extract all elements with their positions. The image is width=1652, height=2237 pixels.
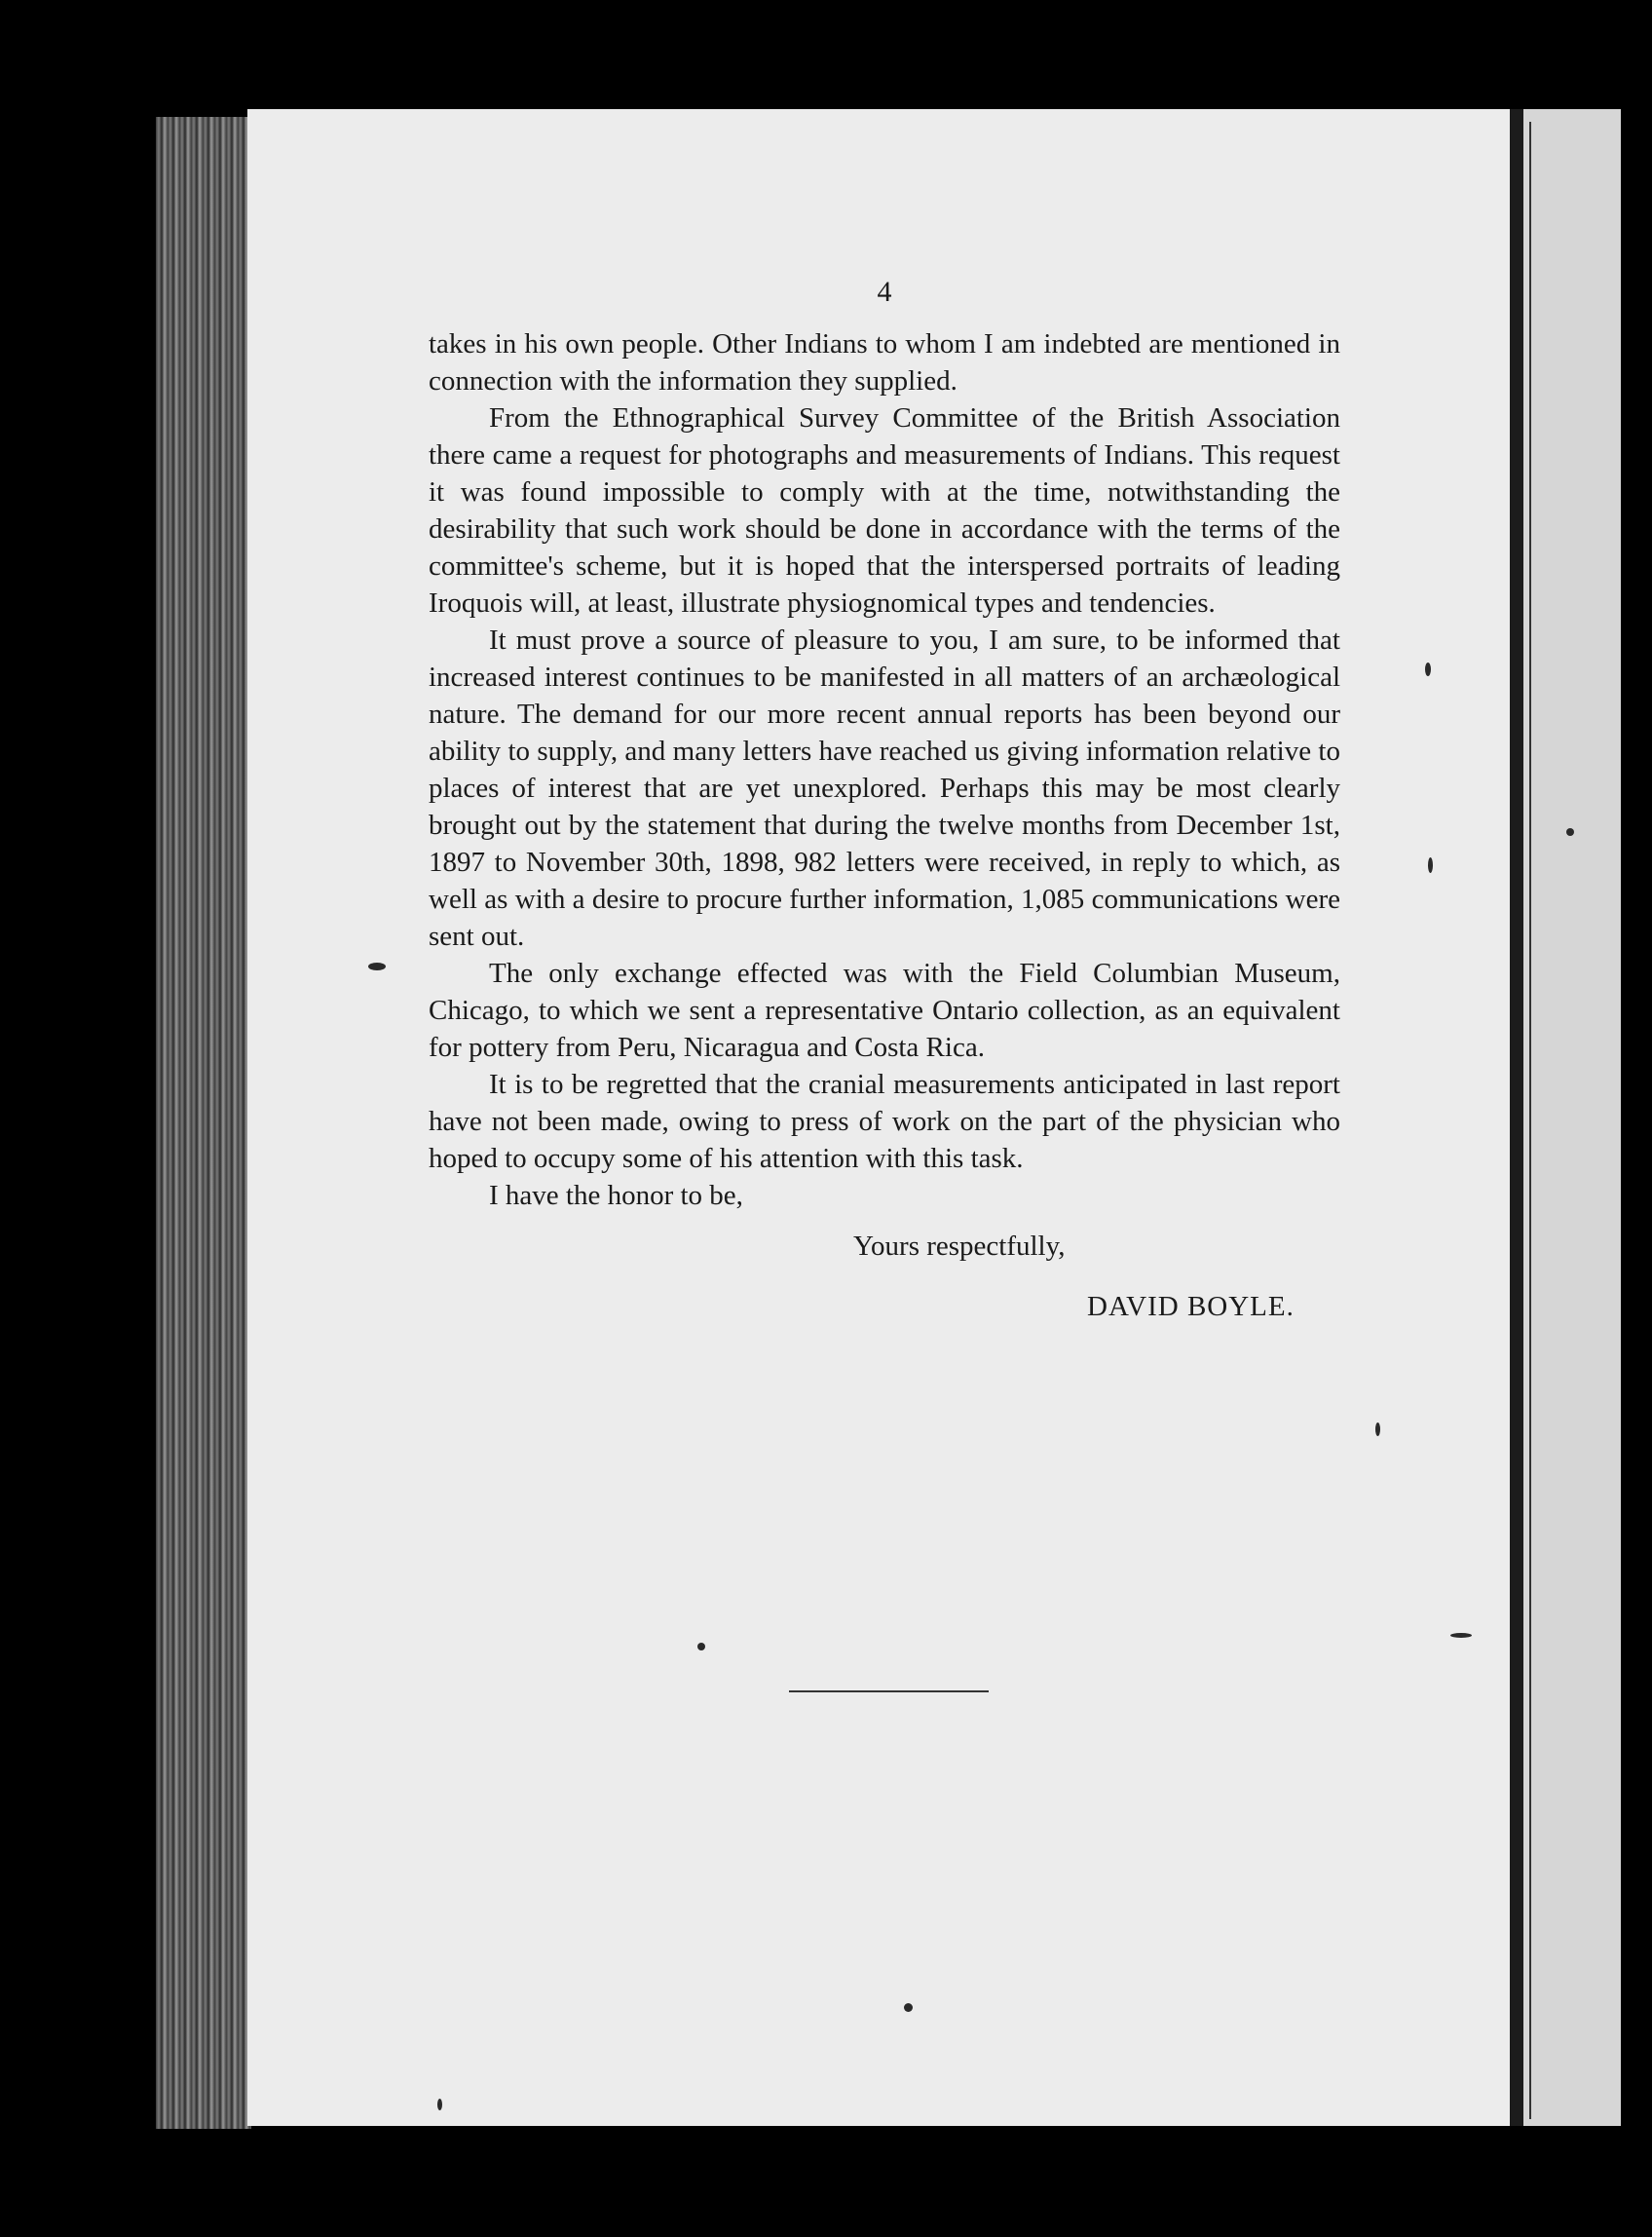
- ink-speck: [1450, 1633, 1472, 1638]
- end-rule: [789, 1690, 989, 1692]
- ink-speck: [1566, 828, 1574, 836]
- page-text-column: [429, 273, 1340, 1325]
- closing-line: I have the honor to be,: [489, 1180, 743, 1211]
- ink-speck: [697, 1643, 705, 1650]
- signature-name: DAVID BOYLE.: [1087, 1291, 1295, 1322]
- paragraph-1: takes in his own people. Other Indians to whom I am indebted are mentioned in connection with the information they supplied.: [429, 328, 1340, 397]
- ink-speck: [368, 963, 386, 970]
- stacked-page-edges: [156, 117, 251, 2129]
- ink-speck: [1425, 663, 1431, 676]
- paragraph-3: It must prove a source of pleasure to you, I am sure, to be informed that increased interest continues to be manifested in all matters of an archæological nature. The demand for our more recent annual reports has been beyond our ability to supply, and many letters have reached us giving information relative to places of interest that are yet unexplored. Perhaps this may be most clearly brought out by the statement that during the twelve months from December 1st, 1897 to November 30th, 1898, 982 letters were received, in reply to which, as well as with a desire to procure further information, 1,085 communications were sent out.: [429, 625, 1340, 952]
- paragraph-2: From the Ethnographical Survey Committee of the British Association there came a request for photographs and measurements of Indians. This request it was found impossible to comply with at the time, notwithstanding the desirability that such work should be done in accordance with the terms of the committee's scheme, but it is hoped that the interspersed portraits of leading Iroquois will, at least, illustrate physiognomical types and tendencies.: [429, 402, 1340, 619]
- ink-speck: [1428, 857, 1433, 873]
- adjacent-page-strip: [1523, 109, 1621, 2126]
- ink-speck: [904, 2003, 913, 2012]
- ink-speck: [437, 2099, 442, 2110]
- signoff-line: Yours respectfully,: [853, 1231, 1066, 1262]
- page-number: 4: [877, 276, 892, 308]
- ink-speck: [1375, 1422, 1380, 1436]
- paragraph-5: It is to be regretted that the cranial measurements anticipated in last report have not been made, owing to press of work on the part of the physician who hoped to occupy some of his attention with this task.: [429, 1069, 1340, 1174]
- adjacent-page-edge: [1529, 122, 1531, 2119]
- book-binding-gutter: [1510, 109, 1523, 2126]
- paragraph-4: The only exchange effected was with the Field Columbian Museum, Chicago, to which we sent a representative Ontario collection, as an equivalent for pottery from Peru, Nicaragua and Costa Rica.: [429, 958, 1340, 1063]
